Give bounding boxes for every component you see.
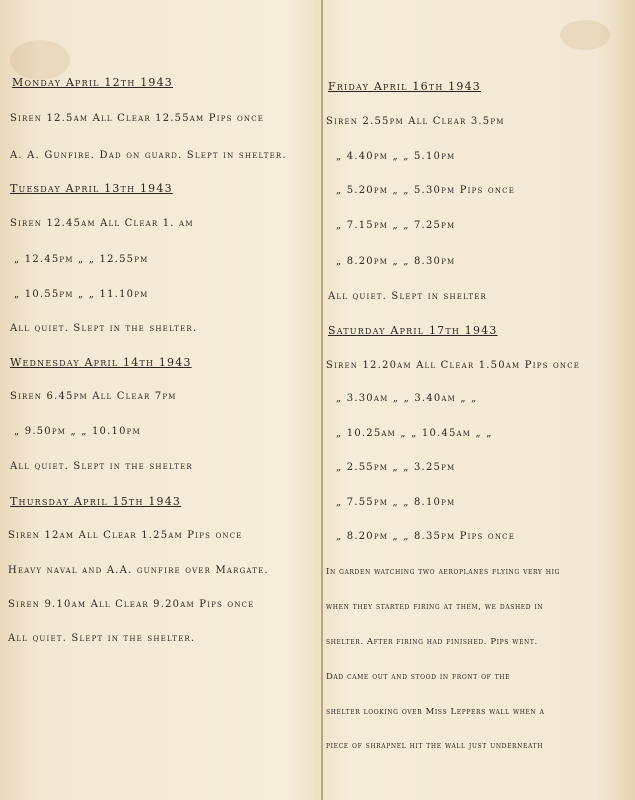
entry-line: Siren 12.20am All Clear 1.50am Pips once xyxy=(326,360,581,371)
date-heading: Tuesday April 13th 1943 xyxy=(10,182,173,195)
entry-line: shelter looking over Miss Leppers wall when a xyxy=(326,707,545,717)
entry-line: Siren 2.55pm All Clear 3.5pm xyxy=(326,116,505,127)
entry-line: „ 7.15pm „ „ 7.25pm xyxy=(336,220,456,231)
entry-line: In garden watching two aeroplanes flying very hig xyxy=(326,567,560,577)
entry-line: shelter. After firing had finished. Pips went. xyxy=(326,637,538,647)
date-heading: Saturday April 17th 1943 xyxy=(328,324,498,337)
entry-line: „ 4.40pm „ „ 5.10pm xyxy=(336,151,456,162)
date-heading: Thursday April 15th 1943 xyxy=(10,495,182,508)
paper-stain xyxy=(560,20,610,50)
entry-line: „ 8.20pm „ „ 8.35pm Pips once xyxy=(336,531,516,542)
entry-line: „ 9.50pm „ „ 10.10pm xyxy=(14,426,141,437)
entry-line: when they started firing at them, we dashed in xyxy=(326,602,544,612)
entry-line: All quiet. Slept in the shelter xyxy=(10,461,193,472)
entry-line: Dad came out and stood in front of the xyxy=(326,672,511,682)
entry-line: „ 10.55pm „ „ 11.10pm xyxy=(14,289,149,300)
entry-line: „ 3.30am „ „ 3.40am „ „ xyxy=(336,393,478,404)
entry-line: piece of shrapnel hit the wall just underneath xyxy=(326,741,544,751)
entry-line: Siren 12.45am All Clear 1. am xyxy=(10,218,194,229)
entry-line: „ 7.55pm „ „ 8.10pm xyxy=(336,497,456,508)
page-spine xyxy=(321,0,323,800)
entry-line: Heavy naval and A.A. gunfire over Margate. xyxy=(8,565,269,576)
entry-line: All quiet. Slept in shelter xyxy=(328,291,488,302)
entry-line: Siren 12.5am All Clear 12.55am Pips once xyxy=(10,113,265,124)
date-heading: Wednesday April 14th 1943 xyxy=(10,356,192,369)
entry-line: Siren 9.10am All Clear 9.20am Pips once xyxy=(8,599,255,610)
entry-line: „ 12.45pm „ „ 12.55pm xyxy=(14,254,149,265)
entry-line: „ 8.20pm „ „ 8.30pm xyxy=(336,256,456,267)
entry-line: Siren 6.45pm All Clear 7pm xyxy=(10,391,177,402)
entry-line: All quiet. Slept in the shelter. xyxy=(8,633,196,644)
date-heading: Friday April 16th 1943 xyxy=(328,80,481,93)
entry-line: „ 5.20pm „ „ 5.30pm Pips once xyxy=(336,185,516,196)
date-heading: Monday April 12th 1943 xyxy=(12,76,173,89)
entry-line: All quiet. Slept in the shelter. xyxy=(10,323,198,334)
entry-line: „ 10.25am „ „ 10.45am „ „ xyxy=(336,428,493,439)
entry-line: Siren 12am All Clear 1.25am Pips once xyxy=(8,530,243,541)
entry-line: A. A. Gunfire. Dad on guard. Slept in shelter. xyxy=(10,150,287,161)
entry-line: „ 2.55pm „ „ 3.25pm xyxy=(336,462,456,473)
paper-stain xyxy=(10,40,70,80)
